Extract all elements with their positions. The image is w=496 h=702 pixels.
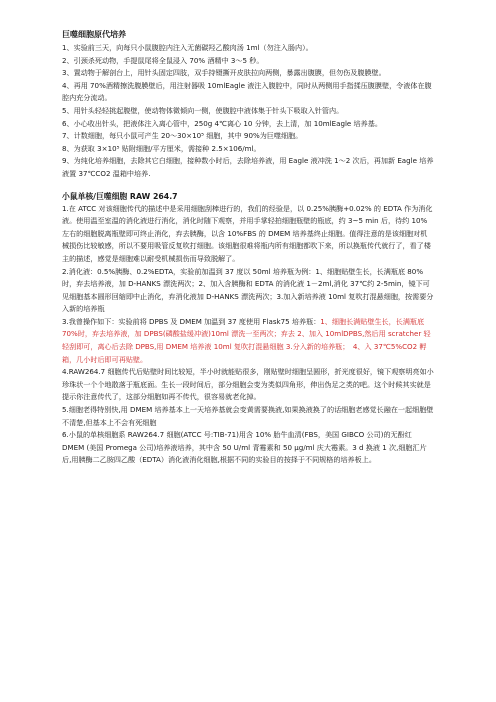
section1-step-8: 8、为获取 3×10⁵ 贴附细胞/平方厘米，需接种 2.5×106/ml。 (62, 143, 261, 153)
section-gap (62, 181, 434, 190)
section2-paragraph-1: 1.在 ATCC 对该细胞传代的描述中是采用细胞刮棒进行的，我们的经验是，以 0.25%胰酶+0.02% 的 EDTA 作为消化液。使用温至室温的消化液进行消化，消化时随下观察，并用手掌轻拍细胞瓶壁的瓶底，约 3~5 min 后，待约 10%左右的细胞脱离瓶壁即可终止消化，弃去胰酶，以含 10%FBS 的 DMEM 培养基终止细胞。值得注意的是该细胞对机械损伤比较敏感，所以不要用吸管反复吹打细胞。该细胞很难将瓶内所有细胞都吹下来，所以换瓶传代就行了，看了楼主的描述，感觉是细胞难以耐受机械损伤而导致脱解了。 (62, 203, 433, 263)
paragraph-3-intro: 3.我曾操作如下：实验前将 DPBS 及 DMEM 加温到 37 度使用 Flask75 培养瓶： (62, 316, 321, 326)
section1-step-5: 5、用针头轻轻挑起腹壁，使动物体微倾向一侧，使腹腔中液体集于针头下吸取入针管内。 (62, 105, 344, 115)
section2-paragraph-4: 4.RAW264.7 细胞传代后贴壁时间比较短，半小时就能贴很多，刚贴壁时细胞呈圆形，折光度很好，镜下观察明亮如小珍珠状一个个地散落于瓶底面。生长一段时间后，部分细胞会变为类似四角形，伸出伪足之类的吧。这个时候其实就是提示你注意传代了，这部分细胞如再不传代，很容易就老化掉。 (62, 367, 434, 402)
document-page (62, 28, 434, 467)
paragraph-3-red-steps: 1、细胞长满贴壁生长，长满瓶底 70%时，弃去培养液，加 DPBS(磷酸盐缓冲液)10ml 漂洗一至两次；弃去 2、加入 10mlDPBS,然后用 scratcher 轻轻刮即可，离心后去除 DPBS,用 DMEM 培养液 10ml 复吹打混悬细胞 3.分入新的培养瓶； 4、入 37℃5%CO2 孵箱，几小时后即可再贴壁。 (62, 316, 431, 364)
section2-title: 小鼠单核/巨噬细胞 RAW 264.7 (62, 191, 178, 201)
section1-step-1: 1、实验前三天，向每只小鼠腹腔内注入无菌碳羟乙酸肉汤 1ml（勿注入肠内）。 (62, 43, 313, 52)
section2-paragraph-6: 6.小鼠的单核细胞系 RAW264.7 细胞(ATCC 号:TIB-71)用含 10% 胎牛血清(FBS，美国 GIBCO 公司)的无酚红 DMEM (美国 Promega 公司)培养液培养，其中含 50 U/ml 青霉素和 50 μg/ml 庆大霉素。3 d 换液 1 次,细胞汇片后,用胰酶二乙胺四乙酸（EDTA）消化液消化细胞,根据不同的实验目的按择于不同规格的培养板上。 (62, 430, 427, 465)
section1-step-6: 6、小心收出针头，把液体注入离心管中，250g 4℃离心 10 分钟，去上清，加 10mlEagle 培养基。 (62, 118, 382, 128)
section2-paragraph-2: 2.消化液：0.5%胰酶、0.2%EDTA，实验前加温到 37 度以 50ml 培养瓶为例：1、细胞贴壁生长，长满瓶底 80%时，弃去培养液，加 D-HANKS 漂洗两次；2、加入含胰酶和 EDTA 的消化液 1－2ml,消化 37℃约 2-5min，镜下可见细胞基本圆形回缩即中止消化，弃消化液加 D-HANKS 漂洗两次；3.加入新培养液 10ml 复吹打混悬细胞，按需要分入新的培养瓶 (62, 266, 434, 314)
section1-step-9: 9、为纯化培养细胞，去除其它白细胞，接种数小时后，去除培养液，用 Eagle 液冲洗 1～2 次后，再加新 Eagle 培养液置 37℃CO2 温箱中培养. (62, 156, 434, 178)
section1-step-2: 2、引颈杀死动物，手提鼠尾将全鼠浸入 70% 酒精中 3～5 秒。 (62, 55, 264, 65)
section1-step-3: 3、置动物于解剖台上，用针头固定四肢，双手持镊撕开皮肤拉向两侧，暴露出腹膜，但勿伤及腹膜壁。 (62, 68, 386, 78)
section2-paragraph-3 (62, 316, 434, 366)
section1-title: 巨噬细胞原代培养 (62, 30, 126, 39)
section1-step-4: 4、再用 70%酒精擦洗腹膜壁后，用注射器吸 10mlEagle 液注入腹腔中，同时从两侧用手指揉压腹膜壁，令液体在腹腔内充分流动。 (62, 80, 432, 103)
section2-paragraph-5: 5.细胞老得特别快,用 DMEM 培养基本上一天培养基就会变黄需要换液,如果换液换了的话细胞老感觉长融在一起细胞壁不清楚,但基本上不会有死细胞 (62, 405, 434, 427)
section1-step-7: 7、计数细胞，每只小鼠可产生 20～30×10⁵ 细胞，其中 90%为巨噬细胞。 (62, 131, 303, 141)
section1-lines (62, 42, 434, 181)
